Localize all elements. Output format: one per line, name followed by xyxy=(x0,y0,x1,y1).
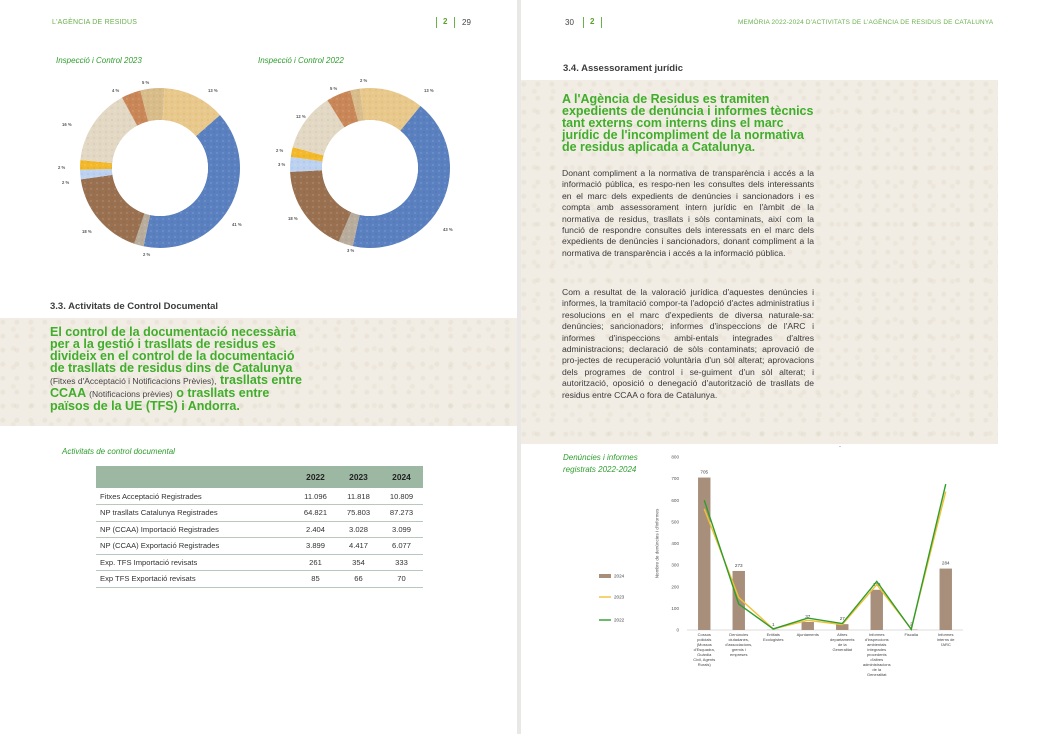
bar-data-label: 186 xyxy=(872,581,881,587)
section-3-4-lead: A l'Agència de Residus es tramiten expedients de denúncia i informes tècnics tant externs com interns dins el marc jurídic de l'incompliment de la normativa de residus aplicada a Catalunya. xyxy=(562,92,814,154)
table-row xyxy=(96,488,423,505)
table-cell-label: NP (CCAA) Exportació Registrades xyxy=(96,538,294,555)
x-category-label-line: Entitats xyxy=(766,632,780,637)
x-category-label-line: Denúncies xyxy=(729,632,749,637)
y-tick-label: 700 xyxy=(671,476,679,482)
header-divider xyxy=(601,17,602,28)
lead-part-1: El control de la documentació necessària per a la gestió i trasllats de residus es divideix en el control de la documentació de trasllats de residus dins de Catalunya xyxy=(50,325,296,375)
x-category-label-line: empreses xyxy=(729,652,748,657)
bar-data-label: 705 xyxy=(700,469,709,475)
x-category-label-line: l'ARC xyxy=(940,642,951,647)
x-category-label xyxy=(763,632,783,642)
table-cell: 66 xyxy=(337,571,380,588)
table-cell: 70 xyxy=(380,571,423,588)
section-3-4-title: 3.4. Assessorament jurídic xyxy=(563,63,684,74)
table-cell: 6.077 xyxy=(380,538,423,555)
x-category-label-line: Ajuntaments xyxy=(796,632,819,637)
table-cell: 85 xyxy=(294,571,337,588)
y-tick-label: 600 xyxy=(671,497,679,503)
y-tick-label: 500 xyxy=(671,519,679,525)
x-category-label-line: integrades xyxy=(867,647,887,652)
donut-2022-label: 12 % xyxy=(296,114,306,119)
table-cell: 3.099 xyxy=(380,521,423,538)
table-cell: 261 xyxy=(294,554,337,571)
donut-2023-label: 2 % xyxy=(62,180,70,185)
table-cell: 333 xyxy=(380,554,423,571)
bar-data-label: 27 xyxy=(839,616,845,622)
control-document-table xyxy=(96,466,423,588)
lead-part-2: trasllats entre CCAA xyxy=(50,373,302,400)
table-cell-label: NP (CCAA) Importació Registrades xyxy=(96,521,294,538)
donut-2023-title: Inspecció i Control 2023 xyxy=(56,56,142,65)
x-category-label-line: d'associacions, xyxy=(725,642,753,647)
y-tick-label: 400 xyxy=(671,541,679,546)
table-cell: 64.821 xyxy=(294,505,337,522)
donut-2023-label: 41 % xyxy=(232,222,242,227)
table-cell: 11.096 xyxy=(294,488,337,505)
paragraph-2: Com a resultat de la valoració jurídica d'aquestes denúncies i informes, la tramitació compor-ta l'adopció d'actes administratius i resolucions en el marc d'expedients de diversa naturale-sa: denúncies; sancionadors; informes d'inspeccions de l'ARC i informes d'inspeccions ambi-entals integrades d'altres administracions; declaració de sòls contaminats; aprovació de pro-jectes de recuperació voluntària d'un sòl alterat; aprovacions dels programes de control i se-guiment d'un sòl alterat; i autorització, oposició o denegació d'autorització de trasllats de residus entre CCAA o fora de Catalunya. xyxy=(562,287,814,400)
table-header-blank xyxy=(96,466,294,488)
x-category-label-line: ciutadanes, xyxy=(728,637,749,642)
x-category-label-line: administracions xyxy=(862,662,891,667)
donut-2023-label: 2 % xyxy=(58,165,66,170)
donut-2022-label: 5 % xyxy=(330,86,338,91)
x-category-label-line: procedents xyxy=(866,652,887,657)
donut-2023-label: 16 % xyxy=(62,122,72,127)
table-cell-label: Exp. TFS Importació revisats xyxy=(96,554,294,571)
table-cell: 87.273 xyxy=(380,505,423,522)
x-category-label-line: d'Esquadra, xyxy=(693,647,715,652)
donut-2023-chart xyxy=(78,86,242,250)
bar-data-label: 273 xyxy=(734,562,743,568)
donut-2022-title: Inspecció i Control 2022 xyxy=(258,56,344,65)
donut-2022-chart xyxy=(288,86,452,250)
header-divider xyxy=(436,17,437,28)
y-tick-label: 200 xyxy=(671,584,679,590)
x-category-label-line: de la xyxy=(837,642,847,647)
donut-2022-label: 43 % xyxy=(443,227,453,232)
denuncies-chart xyxy=(591,450,971,685)
y-axis-label: Nombre de denúncies i d'informes xyxy=(654,508,660,579)
header-divider xyxy=(454,17,455,28)
x-category-label-line: Civil, Agents xyxy=(693,657,716,662)
x-category-label-line: departaments xyxy=(830,637,855,642)
x-category-label xyxy=(725,632,752,657)
left-running-header: L'AGÈNCIA DE RESIDUS xyxy=(52,19,138,26)
x-category-label-line: Informes xyxy=(937,632,954,637)
x-category-label-line: de la xyxy=(872,667,882,672)
left-page-number: 29 xyxy=(462,18,471,27)
y-tick-label: 100 xyxy=(671,605,679,611)
header-divider xyxy=(583,17,584,28)
lead-note-2: (Notificacions prèvies) xyxy=(89,389,173,399)
x-category-label-line: ambientals xyxy=(867,642,887,647)
y-axis-label-holder xyxy=(653,505,661,585)
donut-2022-label: 18 % xyxy=(288,216,298,221)
legend-swatch-2024 xyxy=(599,574,611,578)
x-category-label-line: Rurals) xyxy=(697,662,711,667)
bar-2024 xyxy=(871,590,883,630)
section-3-3-title: 3.3. Activitats de Control Documental xyxy=(50,301,219,312)
y-tick-label: 300 xyxy=(671,562,679,568)
lead-part-3: o trasllats entre països de la UE (TFS) i Andorra. xyxy=(50,386,270,413)
x-category-label-line: Informes xyxy=(868,632,885,637)
x-category-label-line: Generalitat xyxy=(866,672,887,677)
bar-2024 xyxy=(802,622,814,630)
table-cell-label: Exp TFS Exportació revisats xyxy=(96,571,294,588)
x-category-label-line: Ecologistes xyxy=(763,637,784,642)
donut-2023-label: 5 % xyxy=(142,80,150,85)
y-tick-label: 800 xyxy=(671,454,679,460)
bar-2024 xyxy=(733,571,745,630)
right-page xyxy=(521,0,1038,734)
table-cell: 3.899 xyxy=(294,538,337,555)
legend-label-2024: 2024 xyxy=(614,573,625,579)
table-cell: 2.404 xyxy=(294,521,337,538)
donut-hole xyxy=(112,120,208,216)
x-category-label-line: (Mossos xyxy=(696,642,712,647)
bar-2024 xyxy=(940,569,952,630)
table-row xyxy=(96,554,423,571)
donut-hole xyxy=(322,120,418,216)
donut-2022-label: 3 % xyxy=(278,162,286,167)
table-cell: 4.417 xyxy=(337,538,380,555)
x-category-label xyxy=(693,632,715,667)
right-running-header: MEMÒRIA 2022-2024 D'ACTIVITATS DE L'AGÈNCIA DE RESIDUS DE CATALUNYA xyxy=(738,19,994,26)
table-row xyxy=(96,521,423,538)
table-cell-label: Fitxes Acceptació Registrades xyxy=(96,488,294,505)
right-page-number: 30 xyxy=(565,18,574,27)
y-tick-label: 0 xyxy=(676,627,679,633)
x-category-label xyxy=(863,632,891,677)
table-cell: 11.818 xyxy=(337,488,380,505)
x-category-label-line: policials xyxy=(697,637,712,642)
donut-2022-label: 3 % xyxy=(347,248,355,253)
legend-label-2022: 2022 xyxy=(614,617,625,623)
left-page xyxy=(0,0,517,734)
bar-data-label: 1 xyxy=(771,621,775,627)
x-category-label-line: Guàrdia xyxy=(697,652,712,657)
x-category-label xyxy=(904,632,918,637)
right-page-marker: 2 xyxy=(590,17,595,26)
x-category-label-line: Altres xyxy=(837,632,848,637)
table-header-row xyxy=(96,466,423,488)
bar-data-label: 284 xyxy=(941,560,950,566)
table-cell: 75.803 xyxy=(337,505,380,522)
left-page-marker: 2 xyxy=(443,17,448,26)
x-category-label xyxy=(797,632,819,637)
bar-data-label: 2 xyxy=(909,621,913,627)
table-row xyxy=(96,538,423,555)
x-category-label-line: d'altres xyxy=(870,657,884,662)
x-category-label-line: Fiscalia xyxy=(904,632,919,637)
table-header-2024: 2024 xyxy=(380,466,423,488)
table-cell: 354 xyxy=(337,554,380,571)
donut-2023-label: 18 % xyxy=(82,229,92,234)
x-category-label-line: Generalitat xyxy=(832,647,853,652)
donut-2023-label: 2 % xyxy=(143,252,151,257)
x-category-label xyxy=(937,632,955,647)
donut-2022-label: 2 % xyxy=(276,148,284,153)
lead-note-1: (Fitxes d'Acceptació i Notificacions Prèvies), xyxy=(50,376,217,386)
table-row xyxy=(96,571,423,588)
bar-data-label: 37 xyxy=(805,613,811,619)
table-cell-label: NP trasllats Catalunya Registrades xyxy=(96,505,294,522)
table-cell: 3.028 xyxy=(337,521,380,538)
table-title: Activitats de control documental xyxy=(62,447,175,456)
donut-2022-label: 13 % xyxy=(424,88,434,93)
table-cell: 10.809 xyxy=(380,488,423,505)
table-header-2023: 2023 xyxy=(337,466,380,488)
x-category-label xyxy=(830,632,854,652)
donut-2023-label: 13 % xyxy=(208,88,218,93)
section-3-3-lead xyxy=(50,326,306,412)
table-header-2022: 2022 xyxy=(294,466,337,488)
x-category-label-line: gremis i xyxy=(731,647,746,652)
donut-2023-label: 4 % xyxy=(112,88,120,93)
chart-title: Denúncies i informes registrats 2022-2024 xyxy=(563,453,638,474)
paragraph-1: Donant compliment a la normativa de transparència i accés a la informació pública, es respo-nen les consultes dels interessants en el marc dels expedients de denúncies i sancionadors i es compta amb assessorament intern jurídic en l'àmbit de la normativa de residus, trasllats i sòls contaminats, així com la funció de respondre consultes dels interessats en el marc dels expedients de denúncies i sancionadors, donant compliment a la normativa de transparència i accés a la informació pública. xyxy=(562,168,814,258)
donut-2022-label: 2 % xyxy=(360,78,368,83)
x-category-label-line: interns de xyxy=(936,637,955,642)
table-row xyxy=(96,505,423,522)
x-category-label-line: Cossos xyxy=(697,632,711,637)
legend-label-2023: 2023 xyxy=(614,594,625,600)
chart-dash: - xyxy=(839,444,841,450)
x-category-label-line: d'inspeccions xyxy=(864,637,889,642)
